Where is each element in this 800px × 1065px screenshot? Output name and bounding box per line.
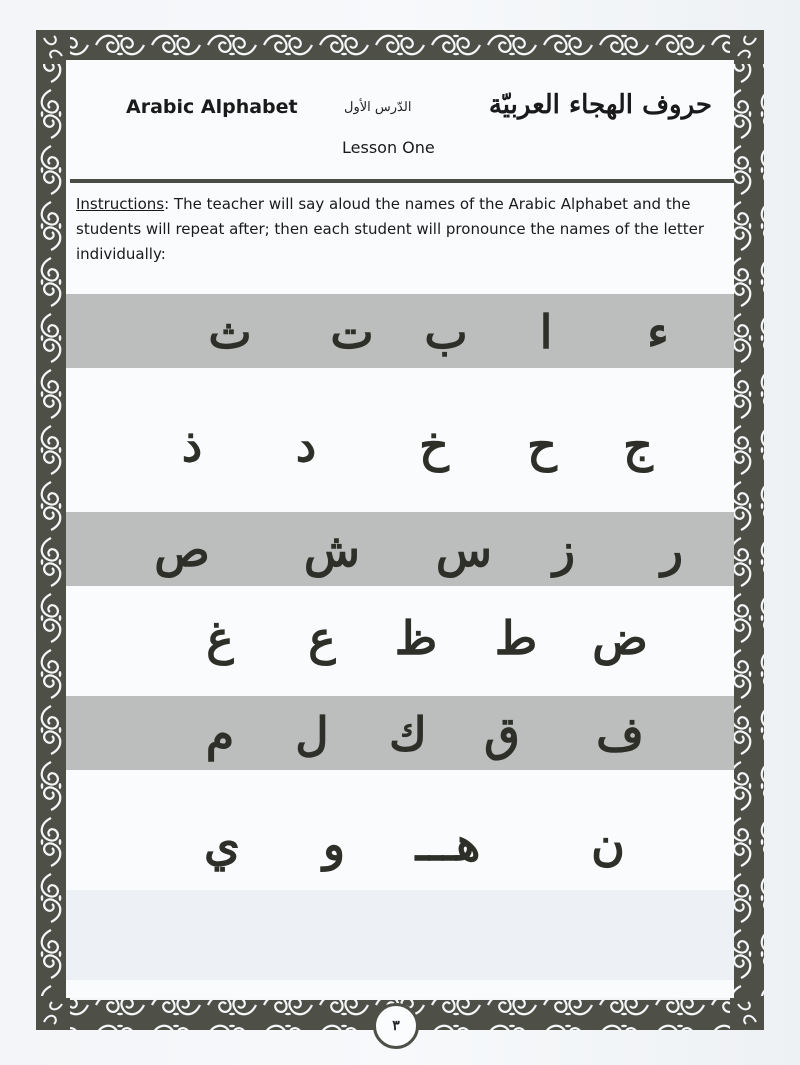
lesson-label-english: Lesson One xyxy=(342,138,435,157)
letter-kha: خ xyxy=(419,418,449,472)
letter-fa: ف xyxy=(596,707,644,761)
faint-lower-band xyxy=(66,890,734,980)
letter-ta: ت xyxy=(330,305,374,359)
page-number: ٣ xyxy=(373,1003,419,1049)
letter-ha: ح xyxy=(527,418,557,472)
alphabet-row-2 xyxy=(66,405,734,485)
letter-qaf: ق xyxy=(484,707,520,761)
lesson-header xyxy=(66,72,734,172)
letter-ra: ر xyxy=(660,523,684,577)
letter-dal: د xyxy=(295,418,317,472)
letter-sin: س xyxy=(435,523,493,577)
instructions-paragraph xyxy=(76,192,736,267)
header-divider xyxy=(70,179,734,183)
letter-hamza: ء xyxy=(647,305,669,359)
letter-ghayn: غ xyxy=(206,611,234,665)
letter-alif: ا xyxy=(539,305,553,359)
letter-zay: ز xyxy=(552,523,576,577)
alphabet-row-3 xyxy=(66,510,734,590)
instructions-text: : The teacher will say aloud the names of the Arabic Alphabet and the students will repeat after; then each student will pronounce the names of the letter individually: xyxy=(76,195,705,263)
letter-ha-final: هـــ xyxy=(415,817,481,871)
letter-kaf: ك xyxy=(389,707,427,761)
title-arabic: حروف الهجاء العربيّة xyxy=(488,90,712,120)
letter-waw: و xyxy=(322,817,346,871)
letter-jim: ج xyxy=(623,418,653,472)
letter-lam: ل xyxy=(295,707,329,761)
instructions-label: Instructions xyxy=(76,195,165,213)
title-english: Arabic Alphabet xyxy=(126,96,298,118)
letter-ba: ب xyxy=(424,305,468,359)
letter-zaa: ظ xyxy=(394,611,438,665)
alphabet-row-4 xyxy=(66,598,734,678)
letter-mim: م xyxy=(205,707,235,761)
letter-dhal: ذ xyxy=(181,418,203,472)
letter-taa: ط xyxy=(494,611,538,665)
letter-nun: ن xyxy=(591,817,625,871)
alphabet-row-6 xyxy=(66,804,734,884)
letter-dad: ض xyxy=(592,611,648,665)
alphabet-row-1 xyxy=(66,292,734,372)
letter-ayn: ع xyxy=(308,611,336,665)
alphabet-row-5 xyxy=(66,694,734,774)
letter-ya: ي xyxy=(203,817,240,871)
letter-shin: ش xyxy=(303,523,361,577)
letter-sad: ص xyxy=(154,523,210,577)
letter-tha: ث xyxy=(208,305,252,359)
lesson-label-arabic: الدّرس الأول xyxy=(344,100,412,115)
